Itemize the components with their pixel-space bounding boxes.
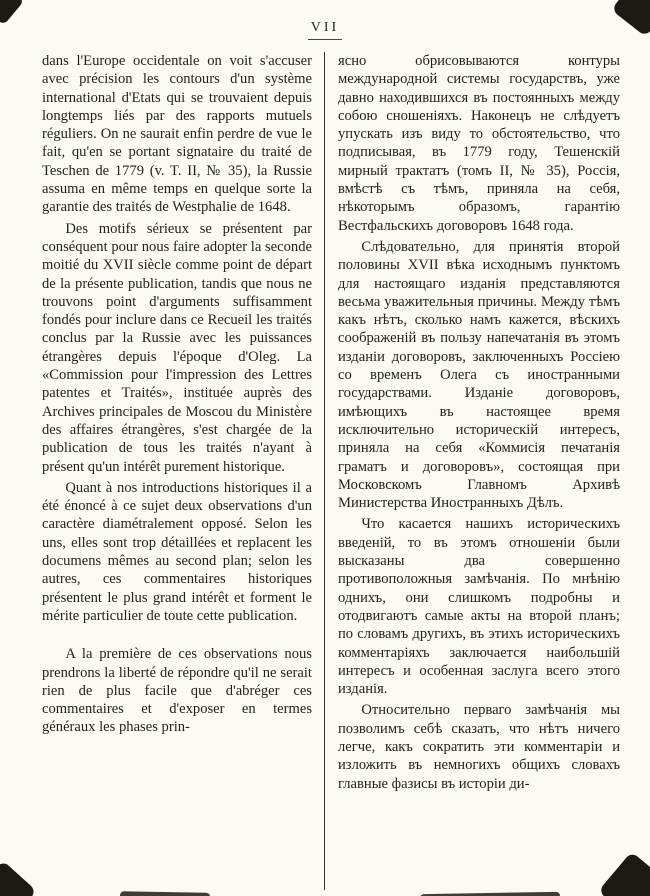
right-column-russian	[338, 52, 620, 890]
left-column-french	[42, 52, 312, 890]
column-divider	[324, 52, 325, 890]
paragraph: Что касается нашихъ историческихъ введеній, то въ этомъ отношеніи были высказаны два совершенно противоположныя замѣчанія. По мнѣнію однихъ, они слишкомъ подробны и отодвигаютъ самые акты на второй планъ; по словамъ другихъ, въ этихъ историческихъ комментаріяхъ заключается наибольшій интересъ и особенная заслуга всего этого изданія.	[338, 516, 620, 698]
scan-artifact-bottom-center-left	[120, 891, 210, 896]
text-columns	[0, 52, 650, 890]
page-number: VII	[310, 20, 340, 35]
paragraph: Quant à nos introductions historiques il a été énoncé à ce sujet deux observations d'un caractère diamétralement opposé. Selon les uns, elles sont trop détaillées et replacent les documens mêmes au second plan; selon les autres, ces commentaires historiques présentent le plus grand intérêt et forment le mérite particulier de toute cette publication.	[42, 479, 312, 624]
page-header	[0, 18, 650, 40]
paragraph: dans l'Europe occidentale on voit s'accuser avec précision les contours d'un système international d'Etats qui se trouvaient depuis longtemps liés par des rapports mutuels réguliers. On ne saurait enfin perdre de vue le fait, qu'en se portant signataire du traité de Teschen de 1779 (v. T. II, № 35), la Russie assuma en même temps en quelque sorte la garantie des traités de Westphalie de 1648.	[42, 53, 312, 216]
page-number-rule	[308, 39, 342, 40]
paragraph: Des motifs sérieux se présentent par conséquent pour nous faire adopter la seconde moitié du XVII siècle comme point de départ de la présente publication, tandis que nous ne trouvons point d'arguments suffisamment fondés pour inclure dans ce Recueil les traités conclus par la Russie avec les puissances étrangères depuis l'époque d'Oleg. La «Commission pour l'impression des Lettres patentes et Traités», instituée auprès des Archives principales de Moscou du Ministère des affaires étrangères, s'est chargée de la publication de tous les traités n'ayant à présent qu'un intérêt purement historique.	[42, 220, 312, 475]
paragraph: Относительно перваго замѣчанія мы позволимъ себѣ сказать, что нѣтъ ничего легче, какъ сократить эти комментаріи и изложить въ немногихъ общихъ словахъ главные фазисы въ исторіи ди-	[338, 702, 620, 792]
paragraph: ясно обрисовываются контуры международной системы государствъ, уже давно находившихся въ постоянныхъ между собою сношеніяхъ. Наконецъ не слѣдуетъ упускать изъ виду то обстоятельство, что подписывая, въ 1779 году, Тешенскій мирный трактатъ (томъ II, № 35), Россія, вмѣстѣ съ тѣмъ, приняла на себя, нѣкоторымъ образомъ, гарантію Вестфальскихъ договоровъ 1648 года.	[338, 53, 620, 234]
paragraph: Слѣдовательно, для принятія второй половины XVII вѣка исходнымъ пунктомъ для настоящаго изданія представляются весьма уважительныя причины. Между тѣмъ какъ нѣтъ, сколько намъ кажется, вѣскихъ соображеній въ пользу напечатанія въ этомъ изданіи договоровъ, заключенныхъ Россіею со временъ Олега съ иностранными государствами. Изданіе договоровъ, имѣющихъ въ настоящее время исключительно историческій интересъ, приняла на себя «Коммисія печатанія граматъ и договоровъ», состоящая при Московскомъ Главномъ Архивѣ Министерства Иностранныхъ Дѣлъ.	[338, 238, 620, 512]
paragraph: A la première de ces observations nous prendrons la liberté de répondre qu'il ne serait rien de plus facile que d'abréger ces commentaires et d'exposer en termes généraux les phases prin-	[42, 646, 312, 736]
scan-artifact-bottom-center-right	[420, 892, 560, 896]
